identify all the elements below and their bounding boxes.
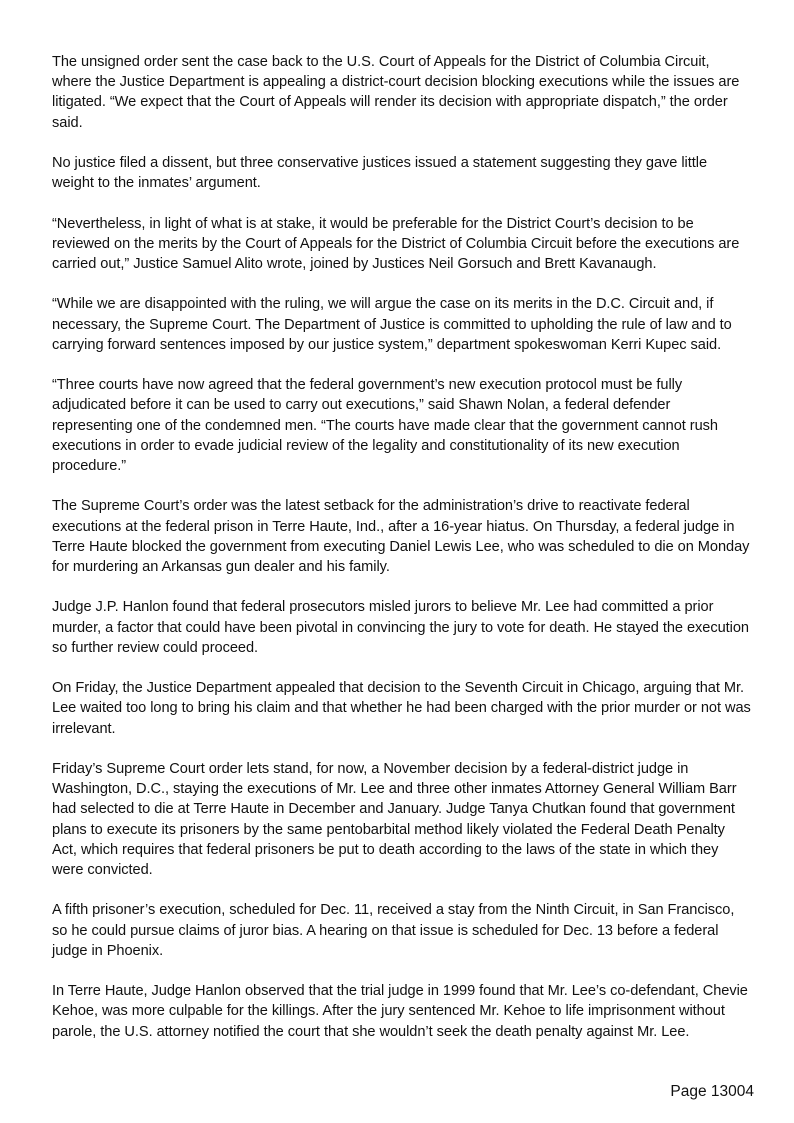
- paragraph-9: Friday’s Supreme Court order lets stand, for now, a November decision by a federal-district judge in Washington, D.C., staying the executions of Mr. Lee and three other inmates Attorney General William Barr had selected to die at Terre Haute in December and January. Judge Tanya Chutkan found that government plans to execute its prisoners by the same pentobarbital method likely violated the Federal Death Penalty Act, which requires that federal prisoners be put to death according to the laws of the state in which they were convicted.: [52, 760, 737, 878]
- paragraph-2: No justice filed a dissent, but three conservative justices issued a statement suggesting they gave little weight to the inmates’ argument.: [52, 155, 708, 192]
- paragraph-10: A fifth prisoner’s execution, scheduled for Dec. 11, received a stay from the Ninth Circuit, in San Francisco, so he could pursue claims of juror bias. A hearing on that issue is scheduled for Dec. 13 before a federal judge in Phoenix.: [52, 902, 735, 959]
- paragraph-5: “Three courts have now agreed that the federal government’s new execution protocol must be fully adjudicated before it can be used to carry out executions,” said Shawn Nolan, a federal defender representing one of the condemned men. “The courts have made clear that the government cannot rush executions in order to evade judicial review of the legality and constitutionality of its new execution procedure.”: [52, 377, 719, 474]
- paragraph-1: The unsigned order sent the case back to the U.S. Court of Appeals for the District of Columbia Circuit, where the Justice Department is appealing a district-court decision blocking executions while the issues are litigated. “We expect that the Court of Appeals will render its decision with appropriate dispatch,” the order said.: [52, 54, 740, 131]
- paragraph-3: “Nevertheless, in light of what is at stake, it would be preferable for the District Court’s decision to be reviewed on the merits by the Court of Appeals for the District of Columbia Circuit before the executions are carried out,” Justice Samuel Alito wrote, joined by Justices Neil Gorsuch and Brett Kavanaugh.: [52, 215, 740, 272]
- page-number: Page 13004: [670, 1083, 754, 1100]
- paragraph-7: Judge J.P. Hanlon found that federal prosecutors misled jurors to believe Mr. Lee had committed a prior murder, a factor that could have been pivotal in convincing the jury to vote for death. He stayed the execution so further review could proceed.: [52, 599, 749, 656]
- paragraph-6: The Supreme Court’s order was the latest setback for the administration’s drive to reactivate federal executions at the federal prison in Terre Haute, Ind., after a 16-year hiatus. On Thursday, a federal judge in Terre Haute blocked the government from executing Daniel Lewis Lee, who was scheduled to die on Monday for murdering an Arkansas gun dealer and his family.: [52, 498, 750, 575]
- paragraph-8: On Friday, the Justice Department appealed that decision to the Seventh Circuit in Chicago, arguing that Mr. Lee waited too long to bring his claim and that whether he had been charged with the prior murder or not was irrelevant.: [52, 680, 751, 737]
- paragraph-4: “While we are disappointed with the ruling, we will argue the case on its merits in the D.C. Circuit and, if necessary, the Supreme Court. The Department of Justice is committed to upholding the rule of law and to carrying forward sentences imposed by our justice system,” department spokeswoman Kerri Kupec said.: [52, 296, 732, 353]
- article-body: [52, 52, 752, 1062]
- paragraph-11: In Terre Haute, Judge Hanlon observed that the trial judge in 1999 found that Mr. Lee’s co-defendant, Chevie Kehoe, was more culpable for the killings. After the jury sentenced Mr. Kehoe to life imprisonment without parole, the U.S. attorney notified the court that she wouldn’t seek the death penalty against Mr. Lee.: [52, 983, 748, 1040]
